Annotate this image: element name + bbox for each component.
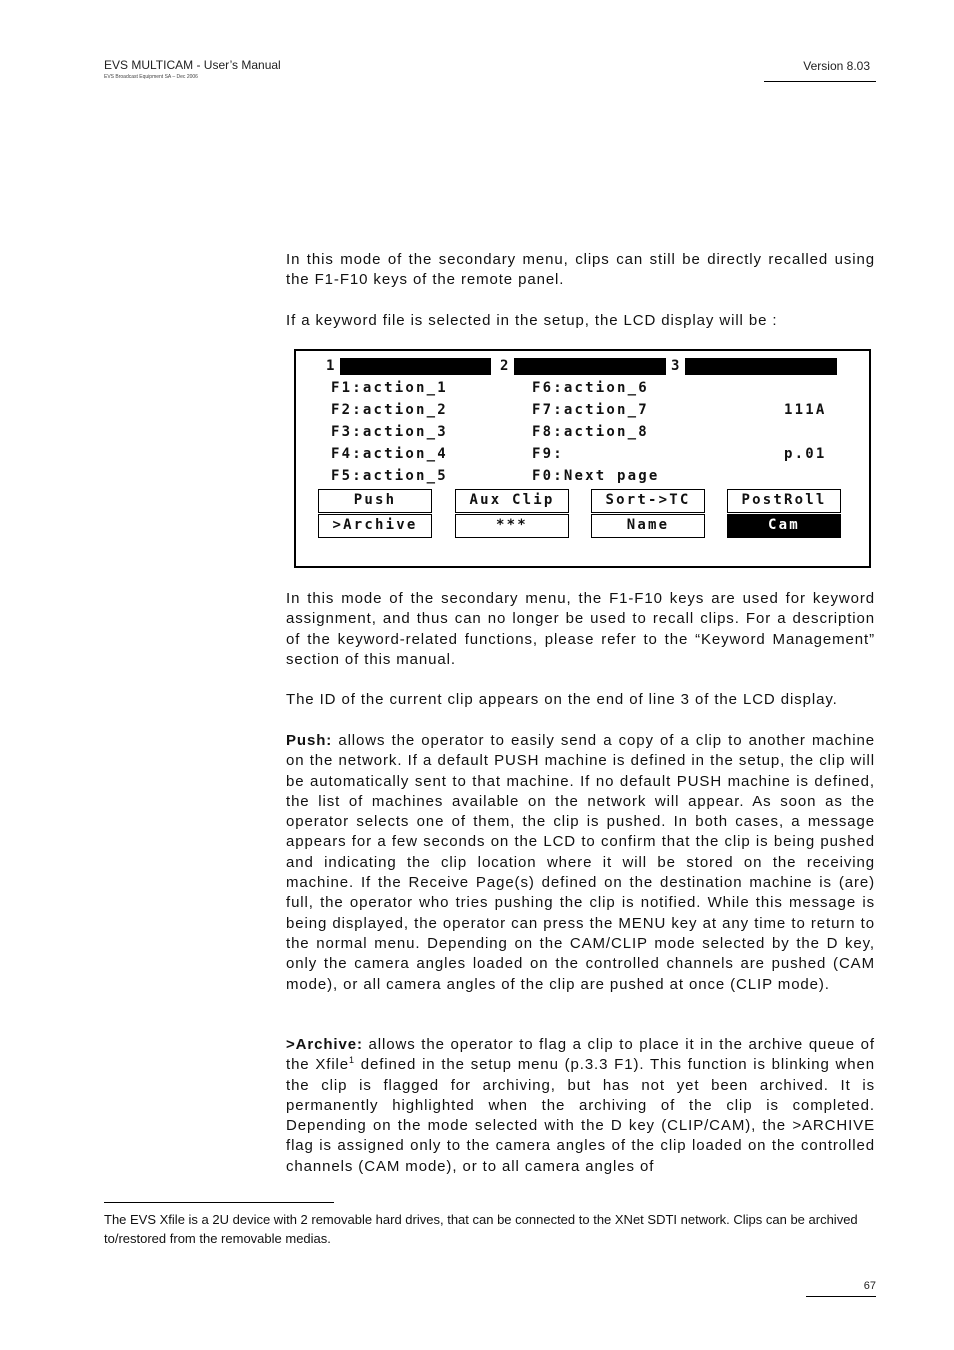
lcd-slot-1-number: 1: [326, 358, 337, 374]
clip-id-paragraph: [286, 690, 875, 710]
intro-text-1: In this mode of the secondary menu, clips can still be directly recalled using the F1-F10 keys of the remote panel.: [286, 251, 875, 289]
lcd-archive-button[interactable]: >Archive: [318, 514, 432, 538]
lcd-key-f6: F6:action_6: [532, 380, 649, 396]
intro-paragraph-2: [286, 311, 875, 331]
lcd-page-indicator: p.01: [784, 446, 827, 462]
lcd-slot-2-number: 2: [500, 358, 511, 374]
push-paragraph: [286, 731, 875, 995]
lcd-key-f2: F2:action_2: [331, 402, 448, 418]
page-number: 67: [863, 1280, 876, 1292]
lcd-key-f9: F9:: [532, 446, 564, 462]
page-header: [104, 58, 281, 80]
header-rule: [764, 81, 876, 82]
lcd-key-f8: F8:action_8: [532, 424, 649, 440]
lcd-postroll-button[interactable]: PostRoll: [727, 489, 841, 513]
lcd-key-f4: F4:action_4: [331, 446, 448, 462]
archive-description-b: defined in the setup menu (p.3.3 F1). This function is blinking when the clip is flagged for archiving, but has not yet been archived. It is permanently highlighted when the archiving of the clip is completed. Depending on the mode selected with the D key (CLIP/CAM), the >ARCHIVE flag is assigned only to the camera angles of the clip loaded on the controlled channels (CAM mode), or to all camera angles of: [286, 1056, 876, 1175]
lcd-key-f1: F1:action_1: [331, 380, 448, 396]
keyword-paragraph: [286, 589, 875, 670]
lcd-slot-3-number: 3: [671, 358, 682, 374]
lcd-name-button[interactable]: Name: [591, 514, 705, 538]
lcd-aux-clip-button[interactable]: Aux Clip: [455, 489, 569, 513]
lcd-slot-1-bar: [340, 358, 491, 375]
lcd-clip-id: 111A: [784, 402, 827, 418]
keyword-text: In this mode of the secondary menu, the F1-F10 keys are used for keyword assignment, and thus can no longer be used to recall clips. For a description of the keyword-related functions, please refer to the “Keyword Management” section of this manual.: [286, 590, 875, 668]
push-description: allows the operator to easily send a copy of a clip to another machine on the network. If a default PUSH machine is defined in the setup, the clip will be automatically sent to that machine. If no default PUSH machine is defined, the list of machines available on the network will appear. As soon as the operator selects one of them, the clip is pushed. In both cases, a message appears for a few seconds on the LCD to confirm that the clip is being pushed and indicating the clip location where it will be stored on the receiving machine. If the Receive Page(s) defined on the destination machine is (are) full, the operator who tries pushing the clip is notified. While this message is being displayed, the operator can press the MENU key at any time to return to the normal menu. Depending on the CAM/CLIP mode selected by the D key, only the camera angles loaded on the controlled channels are pushed (CAM mode), or all camera angles of the clip are pushed at once (CLIP mode).: [286, 732, 875, 993]
archive-paragraph: [286, 1035, 875, 1177]
lcd-slot-3-bar: [685, 358, 837, 375]
clip-id-text: The ID of the current clip appears on the end of line 3 of the LCD display.: [286, 691, 838, 708]
lcd-key-f5: F5:action_5: [331, 468, 448, 484]
footnote-marker[interactable]: 1: [349, 1055, 355, 1066]
archive-description-a: allows the operator to flag a clip to place it in the archive queue of the Xfile: [286, 1036, 875, 1074]
lcd-key-f0: F0:Next page: [532, 468, 660, 484]
push-term: Push:: [286, 732, 333, 749]
lcd-key-f3: F3:action_3: [331, 424, 448, 440]
lcd-stars-button[interactable]: ***: [455, 514, 569, 538]
intro-text-2: If a keyword file is selected in the setup, the LCD display will be :: [286, 312, 778, 329]
version-label: Version 8.03: [803, 59, 870, 73]
lcd-sort-tc-button[interactable]: Sort->TC: [591, 489, 705, 513]
lcd-push-button[interactable]: Push: [318, 489, 432, 513]
lcd-slot-2-bar: [514, 358, 666, 375]
footnote: The EVS Xfile is a 2U device with 2 removable hard drives, that can be connected to the XNet SDTI network. Clips can be archived to/restored from the removable medias.: [104, 1212, 858, 1246]
archive-term: >Archive:: [286, 1036, 363, 1053]
footnote-rule: [104, 1202, 334, 1203]
manual-title: EVS MULTICAM - User’s Manual: [104, 58, 281, 72]
intro-paragraph-1: [286, 250, 875, 291]
manual-subtitle: EVS Broadcast Equipment SA – Dec 2006: [104, 74, 198, 80]
page-number-rule: [806, 1296, 876, 1297]
lcd-cam-button[interactable]: Cam: [727, 514, 841, 538]
lcd-display: [294, 349, 871, 568]
lcd-key-f7: F7:action_7: [532, 402, 649, 418]
